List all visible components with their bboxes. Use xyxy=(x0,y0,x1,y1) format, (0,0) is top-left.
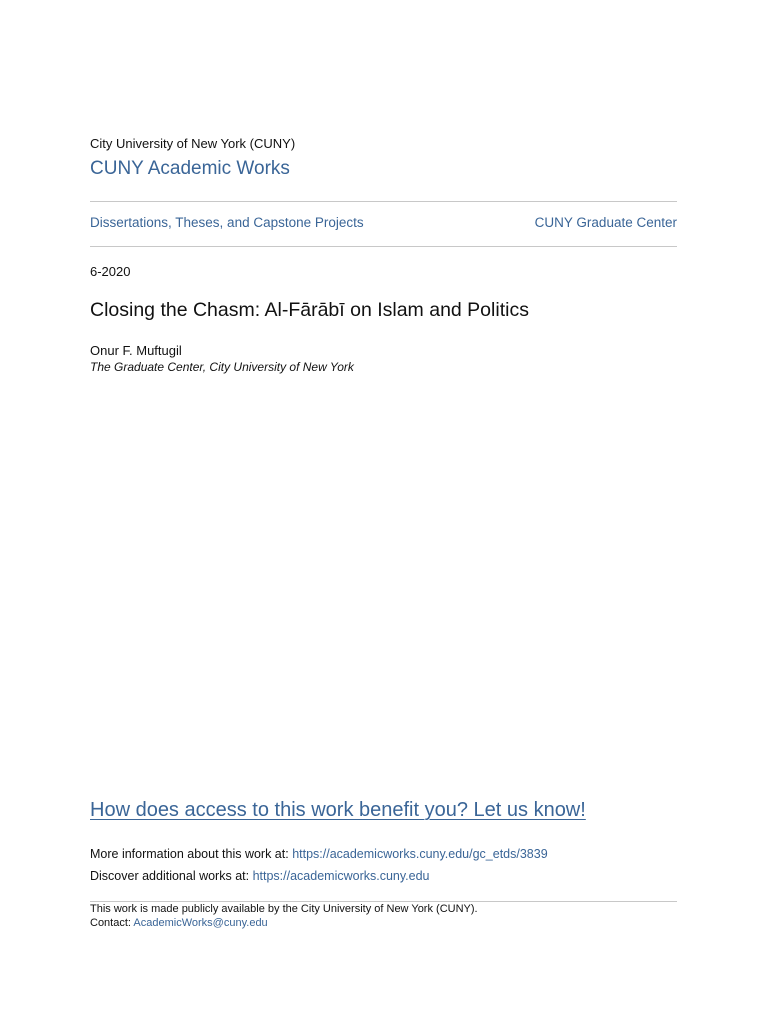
contact-line xyxy=(90,917,268,929)
discover-label: Discover additional works at: xyxy=(90,869,253,883)
access-feedback-link[interactable]: How does access to this work benefit you? Let us know! xyxy=(90,799,586,821)
repository-url-link[interactable]: https://academicworks.cuny.edu xyxy=(252,869,430,883)
repository-link[interactable]: CUNY Academic Works xyxy=(90,158,290,179)
divider-top xyxy=(90,201,677,202)
contact-label: Contact: xyxy=(90,917,134,929)
work-title: Closing the Chasm: Al-Fārābī on Islam and Politics xyxy=(90,299,529,321)
more-info-label: More information about this work at: xyxy=(90,847,293,861)
divider-nav xyxy=(90,246,677,247)
more-info-line xyxy=(90,847,548,861)
collection-link[interactable]: Dissertations, Theses, and Capstone Projects xyxy=(90,215,364,230)
contact-email-link[interactable]: AcademicWorks@cuny.edu xyxy=(133,917,268,929)
author-affiliation: The Graduate Center, City University of New York xyxy=(90,360,354,374)
author-name: Onur F. Muftugil xyxy=(90,343,182,358)
institution-name: City University of New York (CUNY) xyxy=(90,136,296,151)
graduate-center-link[interactable]: CUNY Graduate Center xyxy=(534,215,677,230)
work-url-link[interactable]: https://academicworks.cuny.edu/gc_etds/3839 xyxy=(292,847,548,861)
publication-date: 6-2020 xyxy=(90,264,131,279)
discover-line xyxy=(90,869,430,883)
availability-notice: This work is made publicly available by the City University of New York (CUNY). xyxy=(90,903,478,915)
divider-footer xyxy=(90,901,677,902)
